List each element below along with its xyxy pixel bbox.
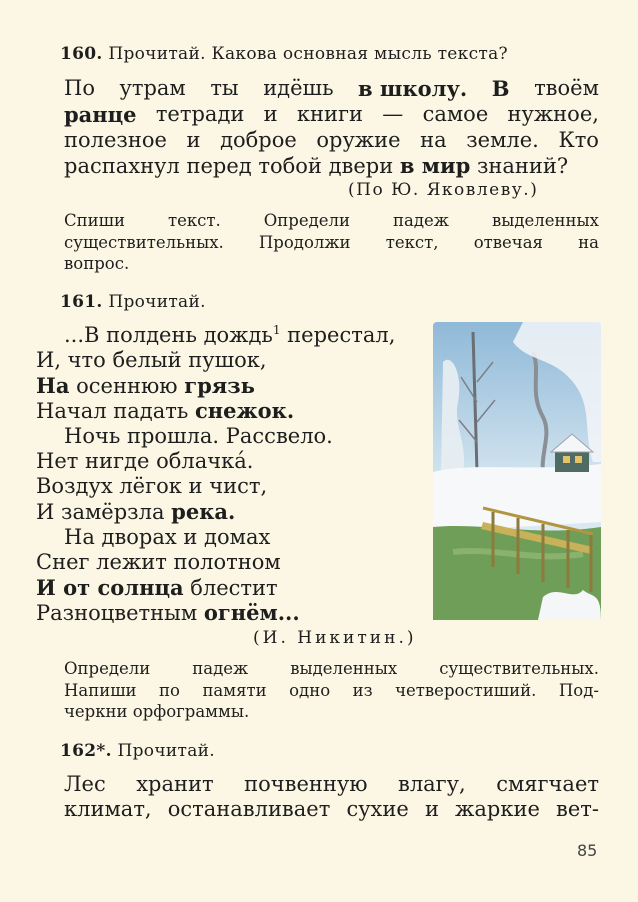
task-line: Определи падеж выделенных существительных. xyxy=(64,659,599,678)
task-line: Напиши по памяти одно из четверостиший. Под- xyxy=(64,681,599,700)
task-line: черкни орфограммы. xyxy=(64,702,250,721)
task-line: существительных. Продолжи текст, отвечая на xyxy=(64,233,599,252)
highlighted-word: И от солнца xyxy=(36,575,184,600)
exercise-160-heading xyxy=(60,44,508,64)
exercise-number: 162*. xyxy=(60,741,112,761)
text-line: По утрам ты идёшь в школу. В твоём xyxy=(64,76,599,101)
exercise-number: 161. xyxy=(60,292,103,312)
poem-line: Снег лежит полотном xyxy=(36,550,281,574)
footnote-marker: 1 xyxy=(272,323,281,337)
text-line: ранце тетради и книги — самое нужное, xyxy=(64,102,599,127)
highlighted-word: На xyxy=(36,373,70,398)
highlighted-word: снежок. xyxy=(194,398,295,423)
exercise-instruction: Прочитай. xyxy=(111,741,215,761)
poem-line: На дворах и домах xyxy=(64,525,271,549)
text-line: Лес хранит почвенную влагу, смягчает xyxy=(64,772,599,796)
exercise-instruction: Прочитай. xyxy=(102,292,206,312)
exercise-161-heading xyxy=(60,292,206,312)
exercise-162-heading xyxy=(60,741,215,761)
exercise-instruction: Прочитай. Какова основная мысль текста? xyxy=(102,44,508,64)
text-line: полезное и доброе оружие на земле. Кто xyxy=(64,128,599,152)
highlighted-word: грязь xyxy=(184,373,255,398)
highlighted-word: в мир xyxy=(399,153,471,178)
poem-line: ...В полдень дождь$^1$ перестал, xyxy=(64,323,396,347)
highlighted-word: ранце xyxy=(64,102,137,127)
text-line: распахнул перед тобой двери в мир знаний? xyxy=(64,153,569,178)
author-credit: (И. Никитин.) xyxy=(253,628,417,648)
poem-line: И от солнца блестит xyxy=(36,575,278,600)
task-line: вопрос. xyxy=(64,254,130,273)
text-line: климат, останавливает сухие и жаркие вет- xyxy=(64,797,599,821)
poem-line: И замёрзла река. xyxy=(36,499,236,524)
page-number: 85 xyxy=(577,841,598,860)
highlighted-word: огнём... xyxy=(203,600,300,625)
exercise-number: 160. xyxy=(60,44,103,64)
poem-line: Разноцветным огнём... xyxy=(36,600,300,625)
poem-line: Ночь прошла. Рассвело. xyxy=(64,424,333,448)
winter-landscape-illustration xyxy=(433,322,601,620)
poem-line: Воздух лёгок и чист, xyxy=(36,474,268,498)
poem-line: На осеннюю грязь xyxy=(36,373,255,398)
poem-line: Нет нигде облачка́. xyxy=(36,449,254,473)
task-line: Спиши текст. Определи падеж выделенных xyxy=(64,211,599,230)
highlighted-word: река. xyxy=(171,499,236,524)
poem-line: Начал падать снежок. xyxy=(36,398,295,423)
author-credit: (По Ю. Яковлеву.) xyxy=(348,180,539,200)
highlighted-word: в школу. xyxy=(358,76,468,101)
poem-line: И, что белый пушок, xyxy=(36,348,267,372)
